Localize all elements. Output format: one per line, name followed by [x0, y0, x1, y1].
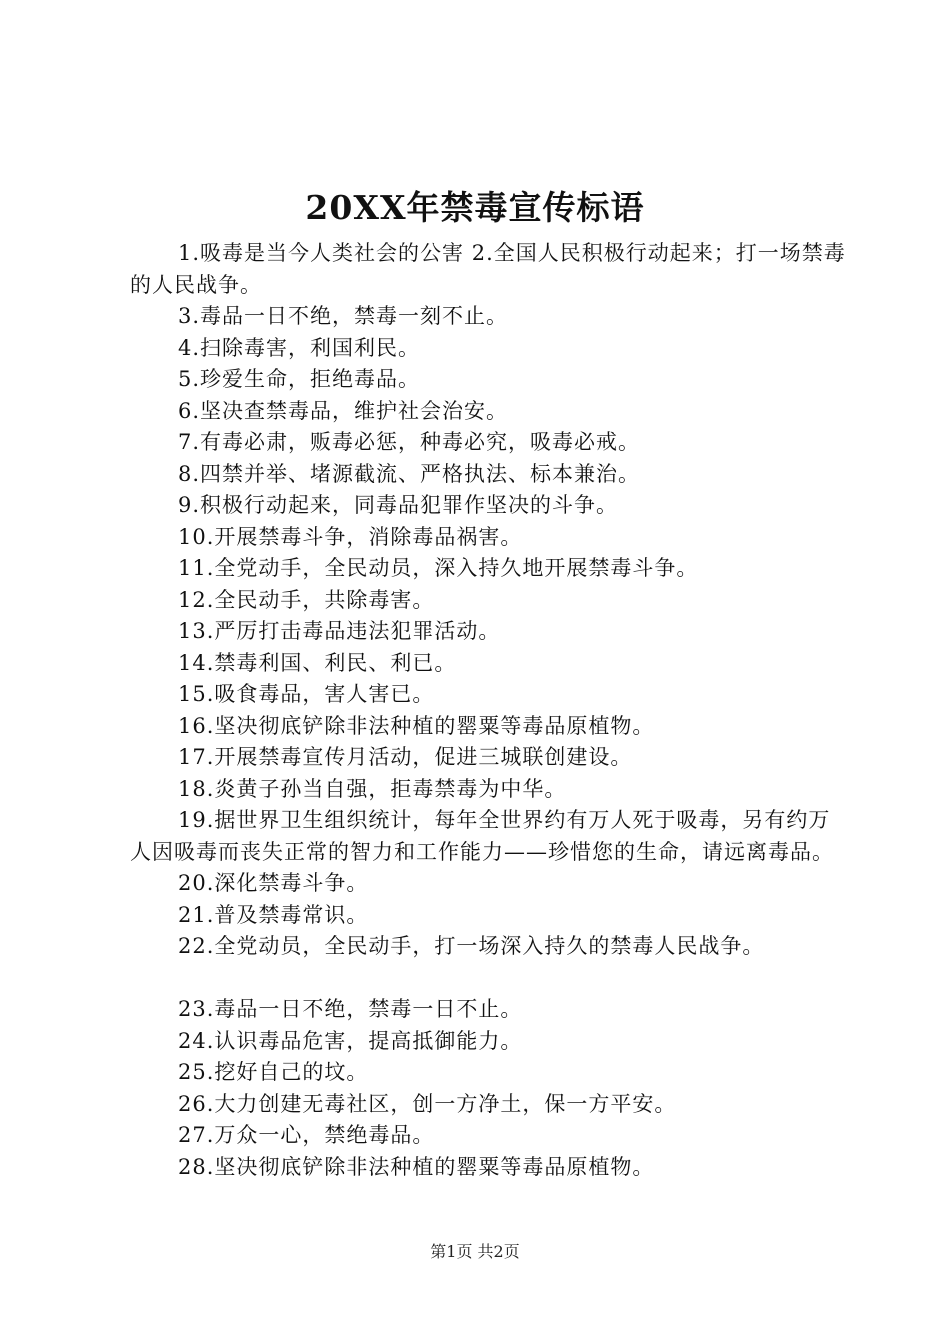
slogan-paragraph: 11.全党动手，全民动员，深入持久地开展禁毒斗争。: [178, 556, 699, 580]
slogan-paragraph: 28.坚决彻底铲除非法种植的罂粟等毒品原植物。: [178, 1154, 655, 1179]
slogan-paragraph: 1.吸毒是当今人类社会的公害 2.全国人民积极行动起来；打一场禁毒的人民战争。: [130, 241, 846, 297]
slogan-paragraph: 14.禁毒利国、利民、利已。: [178, 650, 457, 675]
slogan-paragraph: 7.有毒必肃，贩毒必惩，种毒必究，吸毒必戒。: [178, 430, 641, 454]
slogan-paragraph: 9.积极行动起来，同毒品犯罪作坚决的斗争。: [178, 493, 619, 517]
slogan-paragraph: 17.开展禁毒宣传月活动，促进三城联创建设。: [178, 745, 633, 769]
slogan-paragraph: 22.全党动员，全民动手，打一场深入持久的禁毒人民战争。: [178, 934, 765, 958]
slogan-paragraph: 3.毒品一日不绝，禁毒一刻不止。: [178, 304, 509, 328]
slogan-paragraph: 25.挖好自己的坟。: [178, 1060, 369, 1084]
slogan-paragraph: 20.深化禁毒斗争。: [178, 871, 369, 895]
slogan-paragraph: 23.毒品一日不绝，禁毒一日不止。: [178, 997, 523, 1021]
slogan-paragraph: 19.据世界卫生组织统计，每年全世界约有万人死于吸毒，另有约万人因吸毒而丧失正常的智力和工作能力——珍惜您的生命，请远离毒品。: [130, 808, 834, 864]
slogan-paragraph: 26.大力创建无毒社区，创一方净土，保一方平安。: [178, 1091, 677, 1116]
document-body: [130, 238, 850, 1183]
document-title: 20XX年禁毒宣传标语: [305, 188, 645, 227]
slogan-paragraph: 4.扫除毒害，利国利民。: [178, 335, 421, 360]
slogan-paragraph: 12.全民动手，共除毒害。: [178, 587, 435, 612]
slogan-paragraph: 18.炎黄子孙当自强，拒毒禁毒为中华。: [178, 776, 567, 801]
page-footer: 第1页 共2页: [430, 1242, 520, 1261]
slogan-paragraph: 6.坚决查禁毒品，维护社会治安。: [178, 398, 509, 423]
paragraph-spacer: [130, 963, 850, 995]
slogan-paragraph: 5.珍爱生命，拒绝毒品。: [178, 367, 421, 391]
slogan-paragraph: 10.开展禁毒斗争，消除毒品祸害。: [178, 524, 523, 549]
slogan-paragraph: 8.四禁并举、堵源截流、严格执法、标本兼治。: [178, 461, 641, 486]
slogan-paragraph: 16.坚决彻底铲除非法种植的罂粟等毒品原植物。: [178, 713, 655, 738]
slogan-paragraph: 21.普及禁毒常识。: [178, 902, 369, 927]
slogan-paragraph: 13.严厉打击毒品违法犯罪活动。: [178, 619, 501, 643]
slogan-paragraph: 27.万众一心，禁绝毒品。: [178, 1123, 435, 1147]
slogan-paragraph: 24.认识毒品危害，提高抵御能力。: [178, 1028, 523, 1053]
slogan-paragraph: 15.吸食毒品，害人害已。: [178, 682, 435, 706]
